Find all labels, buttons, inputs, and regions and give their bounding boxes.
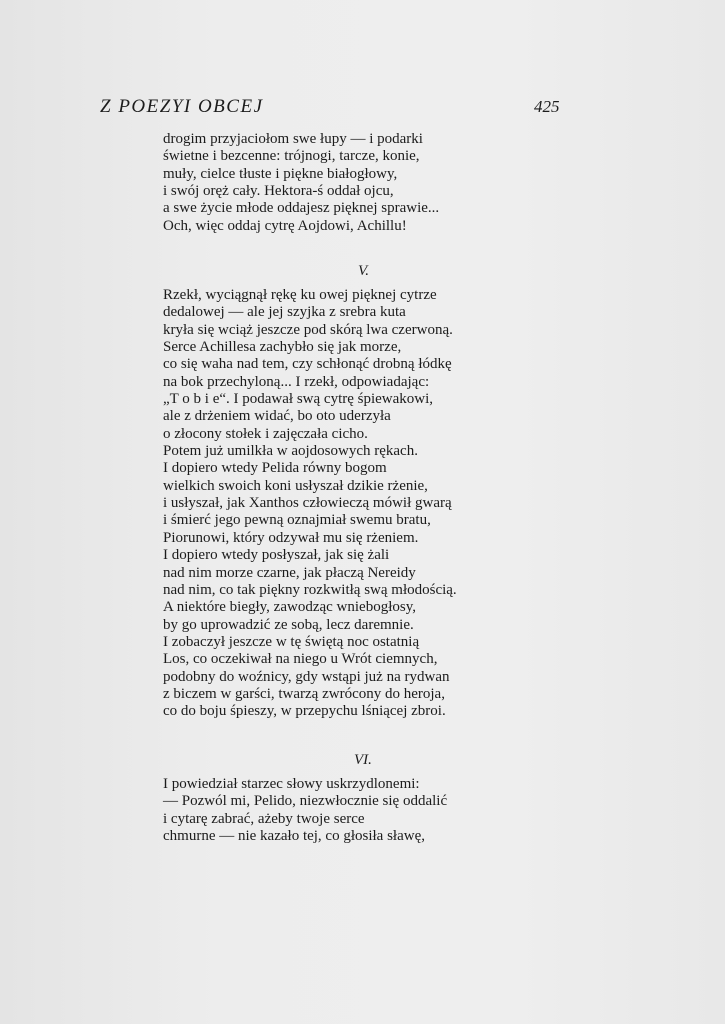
verse-line: I dopiero wtedy Pelida równy bogom [163, 460, 387, 477]
verse-line: z biczem w garści, twarzą zwrócony do heroja, [163, 685, 445, 702]
section-heading-v: V. [358, 263, 369, 279]
verse-line: — Pozwól mi, Pelido, niezwłocznie się oddalić [163, 793, 448, 810]
verse-line: co się waha nad tem, czy schłonąć drobną łódkę [163, 356, 452, 373]
verse-line: Piorunowi, który odzywał mu się rżeniem. [163, 529, 419, 546]
verse-line: by go uprowadzić ze sobą, lecz daremnie. [163, 616, 414, 633]
verse-line: i śmierć jego pewną oznajmiał swemu bratu, [163, 512, 431, 529]
verse-line: i swój oręż cały. Hektora-ś oddał ojcu, [163, 183, 394, 200]
verse-line: wielkich swoich koni usłyszał dzikie rżenie, [163, 477, 428, 494]
verse-line: chmurne — nie kazało tej, co głosiła sławę, [163, 828, 425, 845]
verse-line: podobny do woźnicy, gdy wstąpi już na rydwan [163, 668, 450, 685]
verse-line: nad nim morze czarne, jak płaczą Nereidy [163, 564, 416, 581]
stanza-3 [163, 776, 447, 845]
verse-line: i cytarę zabrać, ażeby twoje serce [163, 810, 365, 827]
section-heading-vi: VI. [354, 752, 372, 768]
verse-line: I powiedział starzec słowy uskrzydlonemi: [163, 776, 420, 792]
verse-line: ale z drżeniem widać, bo oto uderzyła [163, 408, 391, 425]
verse-line: kryła się wciąż jeszcze pod skórą lwa czerwoną. [163, 321, 453, 338]
verse-line: na bok przechyloną... I rzekł, odpowiadając: [163, 373, 430, 390]
running-head-title: Z POEZYI OBCEJ [100, 96, 264, 117]
verse-line: I zobaczył jeszcze w tę świętą noc ostatnią [163, 633, 420, 650]
verse-line: „T o b i e“. I podawał swą cytrę śpiewakowi, [163, 391, 434, 408]
verse-line: i usłyszał, jak Xanthos człowieczą mówił gwarą [163, 495, 452, 512]
verse-line: I dopiero wtedy posłyszał, jak się żali [163, 547, 390, 564]
stanza-2 [163, 287, 457, 721]
verse-line: a swe życie młode oddajesz pięknej sprawie... [163, 200, 440, 217]
verse-line: A niektóre biegły, zawodząc wniebogłosy, [163, 599, 416, 616]
stanza-1 [163, 131, 439, 235]
verse-line: o złocony stołek i zajęczała cicho. [163, 425, 368, 442]
verse-line: Los, co oczekiwał na niego u Wrót ciemnych, [163, 651, 438, 668]
verse-line: świetne i bezcenne: trójnogi, tarcze, konie, [163, 148, 420, 165]
page-number: 425 [534, 97, 560, 116]
verse-line: muły, cielce tłuste i piękne białogłowy, [163, 165, 398, 182]
verse-line: dedalowej — ale jej szyjka z srebra kuta [163, 304, 406, 321]
verse-line: Och, więc oddaj cytrę Aojdowi, Achillu! [163, 217, 407, 234]
verse-line: co do boju śpieszy, w przepychu lśniącej zbroi. [163, 703, 446, 720]
verse-line: drogim przyjaciołom swe łupy — i podarki [163, 131, 423, 147]
verse-line: Rzekł, wyciągnął rękę ku owej pięknej cytrze [163, 287, 437, 303]
verse-line: Serce Achillesa zachybło się jak morze, [163, 339, 402, 356]
verse-line: Potem już umilkła w aojdosowych rękach. [163, 443, 418, 460]
verse-line: nad nim, co tak piękny rozkwitłą swą młodością. [163, 581, 457, 598]
